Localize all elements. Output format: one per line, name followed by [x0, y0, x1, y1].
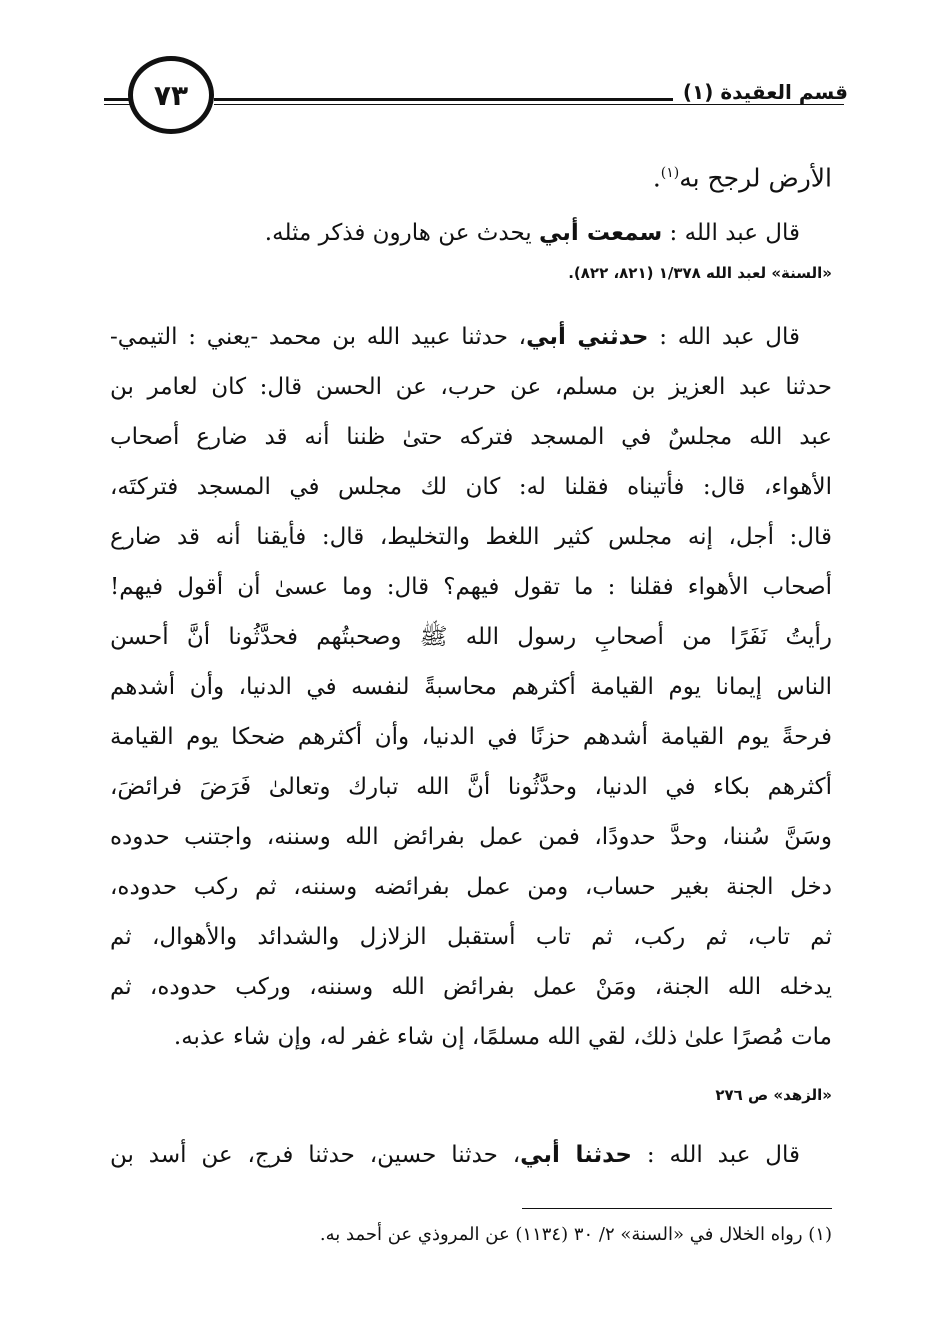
text-line: حدثنا عبد العزيز بن مسلم، عن حرب، عن الحسن قال: كان لعامر بن	[110, 374, 832, 400]
text-line: الأهواء، قال: فأتيناه فقلنا له: كان لك مجلس في المسجد فتركتَه،	[110, 474, 832, 500]
text-line: الأرض لرجح به$^{(١)}$.	[652, 163, 832, 193]
source-reference: «الزهد» ص ٢٧٦	[715, 1086, 832, 1104]
running-title: قسم العقيدة (١)	[673, 80, 848, 104]
footnote: (١) رواه الخلال في «السنة» ٢/ ٣٠ (١١٣٤) عن المروذي عن أحمد به.	[319, 1224, 832, 1245]
header-rule-right-thin	[214, 104, 844, 105]
source-reference: «السنة» لعبد الله ١/٣٧٨ (٨٢١، ٨٢٢).	[568, 264, 832, 282]
header-rule-left-thin	[104, 104, 130, 105]
page-number: ٧٣	[128, 56, 214, 134]
text-line: رأيتُ نَفَرًا من أصحابِ رسول الله ﷺ وصحبتُهم فحدَّثُونا أنَّ أحسن	[110, 624, 832, 650]
paragraph-2	[110, 208, 832, 258]
text-line: عبد الله مجلسٌ في المسجد فتركه حتىٰ ظننا أنه قد ضارع أصحاب	[110, 424, 832, 450]
text-line: وسَنَّ سُننا، وحدَّ حدودًا، فمن عمل بفرائض الله وسننه، واجتنب حدوده	[110, 824, 832, 850]
paragraph-4	[110, 1130, 832, 1180]
text-line: قال عبد الله : سمعت أبي يحدث عن هارون فذكر مثله.	[264, 220, 800, 246]
text-line: مات مُصرًا علىٰ ذلك، لقي الله مسلمًا، إن شاء غفر له، وإن شاء عذبه.	[173, 1024, 832, 1050]
text-line: يدخله الله الجنة، ومَنْ عمل بفرائض الله وسننه، وركب حدوده، ثم	[110, 974, 832, 1000]
text-line: فرحةً يوم القيامة أشدهم حزنًا في الدنيا، وأن أكثرهم ضحكا يوم القيامة	[110, 724, 832, 750]
text-line: دخل الجنة بغير حساب، ومن عمل بفرائضه وسننه، ثم ركب حدوده،	[110, 874, 832, 900]
paragraph-1	[110, 148, 832, 198]
footnote-separator	[522, 1208, 832, 1209]
text-line: قال عبد الله : حدثنا أبي، حدثنا حسين، حدثنا فرج، عن أسد بن	[110, 1142, 800, 1168]
text-line: قال: أجل، إنه مجلس كثير اللغط والتخليط، قال: فأيقنا أنه قد ضارع	[110, 524, 832, 550]
header-rule-left	[104, 98, 130, 101]
text-line: أصحاب الأهواء فقلنا : ما تقول فيهم؟ قال: وما عسىٰ أن أقول فيهم!	[110, 574, 832, 600]
paragraph-3	[110, 312, 832, 1062]
text-line: أكثرهم بكاء في الدنيا، وحدَّثُونا أنَّ الله تبارك وتعالىٰ فَرَضَ فرائضَ،	[110, 774, 832, 800]
text-line: ثم تاب، ثم ركب، ثم تاب أستقبل الزلازل والشدائد والأهوال، ثم	[110, 924, 832, 950]
text-line: قال عبد الله : حدثني أبي، حدثنا عبيد الله بن محمد -يعني : التيمي-	[110, 324, 801, 350]
text-line: الناس إيمانا يوم القيامة أكثرهم محاسبةً لنفسه في الدنيا، وأن أشدهم	[110, 674, 832, 700]
